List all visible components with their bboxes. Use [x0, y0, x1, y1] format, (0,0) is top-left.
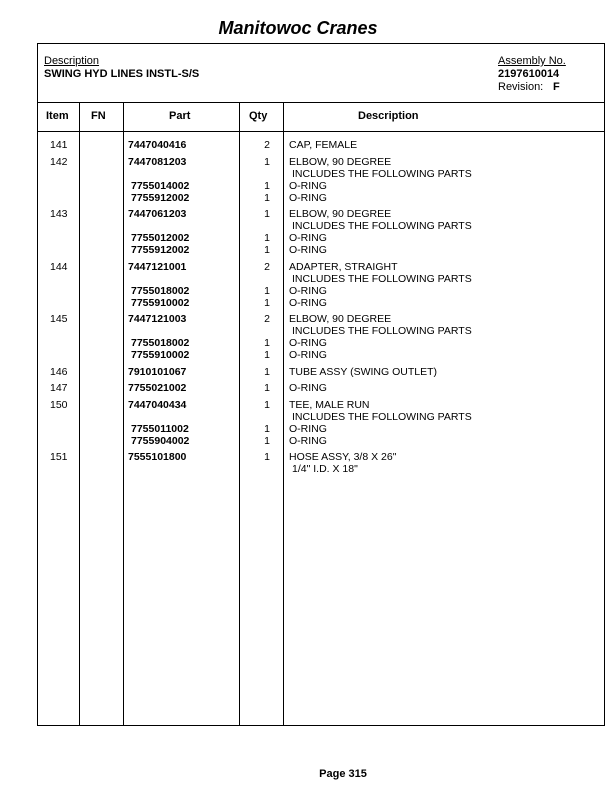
part-number: 7447040434 [128, 398, 187, 411]
part-description: 1/4" I.D. X 18" [292, 463, 358, 475]
page-title: Manitowoc Cranes [218, 18, 378, 38]
table-row-line [38, 180, 604, 192]
table-row-line [38, 156, 604, 168]
part-number: 7447121003 [128, 313, 187, 325]
part-number: 7755011002 [131, 422, 189, 435]
row-spacer [38, 475, 604, 480]
item-number: 150 [50, 398, 68, 411]
assembly-description: SWING HYD LINES INSTL-S/S [44, 68, 200, 80]
table-row [38, 139, 604, 151]
table-row-line [38, 232, 604, 244]
part-number: 7910101067 [128, 365, 187, 378]
item-number: 151 [50, 451, 68, 463]
column-header-qty: Qty [249, 110, 268, 122]
quantity: 1 [264, 208, 270, 220]
table-row-line [38, 261, 604, 273]
quantity: 1 [264, 244, 270, 256]
table-row-line [38, 423, 604, 435]
part-description: O-RING [289, 434, 327, 447]
parts-table-body [38, 139, 604, 480]
quantity: 2 [264, 139, 270, 151]
table-row [38, 261, 604, 309]
part-number: 7447040416 [128, 139, 187, 151]
table-row-line [38, 349, 604, 361]
part-description: INCLUDES THE FOLLOWING PARTS [292, 410, 472, 423]
item-number: 147 [50, 382, 68, 394]
table-row [38, 366, 604, 378]
part-description: TUBE ASSY (SWING OUTLET) [289, 365, 437, 378]
part-description: O-RING [289, 179, 327, 192]
part-number: 7755910002 [131, 296, 190, 309]
part-description: INCLUDES THE FOLLOWING PARTS [292, 325, 472, 337]
part-description: CAP, FEMALE [289, 139, 358, 151]
part-description: ELBOW, 90 DEGREE [289, 313, 392, 325]
table-row-line [38, 220, 604, 232]
table-row-line [38, 168, 604, 180]
table-row-line [38, 313, 604, 325]
description-label: Description [44, 55, 100, 67]
table-row-line [38, 273, 604, 285]
part-description: O-RING [289, 296, 327, 309]
column-header-part: Part [169, 110, 191, 122]
revision-value: F [553, 81, 560, 93]
table-row-line [38, 208, 604, 220]
column-header-description: Description [358, 110, 419, 122]
table-row-line [38, 366, 604, 378]
part-description: INCLUDES THE FOLLOWING PARTS [292, 220, 472, 232]
part-description: ELBOW, 90 DEGREE [289, 155, 392, 168]
part-number: 7447061203 [128, 208, 187, 220]
column-header-fn: FN [91, 110, 106, 122]
quantity: 1 [264, 398, 270, 411]
part-description: O-RING [289, 422, 327, 435]
part-number: 7755912002 [131, 244, 190, 256]
table-row [38, 451, 604, 475]
parts-list-frame [37, 43, 605, 726]
part-description: O-RING [289, 284, 327, 297]
item-number: 143 [50, 208, 68, 220]
part-number: 7755904002 [131, 434, 190, 447]
item-number: 146 [50, 365, 68, 378]
table-row [38, 208, 604, 256]
part-description: O-RING [289, 244, 327, 256]
quantity: 2 [264, 260, 270, 273]
quantity: 1 [264, 296, 270, 309]
quantity: 1 [264, 179, 270, 192]
quantity: 1 [264, 382, 270, 394]
part-description: O-RING [289, 349, 327, 361]
table-row-line [38, 463, 604, 475]
table-row [38, 382, 604, 394]
quantity: 1 [264, 422, 270, 435]
table-row-line [38, 139, 604, 151]
part-description: ADAPTER, STRAIGHT [289, 260, 398, 273]
quantity: 1 [264, 232, 270, 244]
assembly-number: 2197610014 [498, 68, 560, 80]
assembly-number-label: Assembly No. [498, 55, 566, 67]
part-description: O-RING [289, 382, 327, 394]
quantity: 2 [264, 313, 270, 325]
table-row-line [38, 435, 604, 447]
part-description: INCLUDES THE FOLLOWING PARTS [292, 272, 472, 285]
item-number: 145 [50, 313, 68, 325]
table-row [38, 399, 604, 447]
part-number: 7755014002 [131, 179, 190, 192]
quantity: 1 [264, 349, 270, 361]
table-row-line [38, 297, 604, 309]
column-header-item: Item [46, 110, 69, 122]
part-number: 7755018002 [131, 337, 190, 349]
table-row-line [38, 192, 604, 204]
page-number: Page 315 [319, 768, 367, 780]
part-number: 7755018002 [131, 284, 190, 297]
quantity: 1 [264, 191, 270, 204]
part-description: O-RING [289, 337, 327, 349]
item-number: 141 [50, 139, 68, 151]
part-number: 7755021002 [128, 382, 187, 394]
table-row-line [38, 399, 604, 411]
part-number: 7447081203 [128, 155, 187, 168]
item-number: 144 [50, 260, 68, 273]
part-number: 7755012002 [131, 232, 190, 244]
quantity: 1 [264, 365, 270, 378]
table-row [38, 313, 604, 361]
table-row-line [38, 244, 604, 256]
part-description: ELBOW, 90 DEGREE [289, 208, 392, 220]
table-row-line [38, 411, 604, 423]
table-row-line [38, 285, 604, 297]
part-description: HOSE ASSY, 3/8 X 26" [289, 451, 397, 463]
part-description: INCLUDES THE FOLLOWING PARTS [292, 167, 472, 180]
revision-label: Revision: [498, 81, 544, 93]
quantity: 1 [264, 451, 270, 463]
part-number: 7555101800 [128, 451, 187, 463]
item-number: 142 [50, 155, 68, 168]
part-description: O-RING [289, 232, 327, 244]
part-description: TEE, MALE RUN [289, 398, 370, 411]
quantity: 1 [264, 155, 270, 168]
quantity: 1 [264, 284, 270, 297]
table-row-line [38, 451, 604, 463]
quantity: 1 [264, 337, 270, 349]
table-row-line [38, 337, 604, 349]
part-description: O-RING [289, 191, 327, 204]
part-number: 7447121001 [128, 260, 187, 273]
table-row-line [38, 325, 604, 337]
table-row-line [38, 382, 604, 394]
table-row [38, 156, 604, 204]
quantity: 1 [264, 434, 270, 447]
part-number: 7755910002 [131, 349, 190, 361]
part-number: 7755912002 [131, 191, 190, 204]
